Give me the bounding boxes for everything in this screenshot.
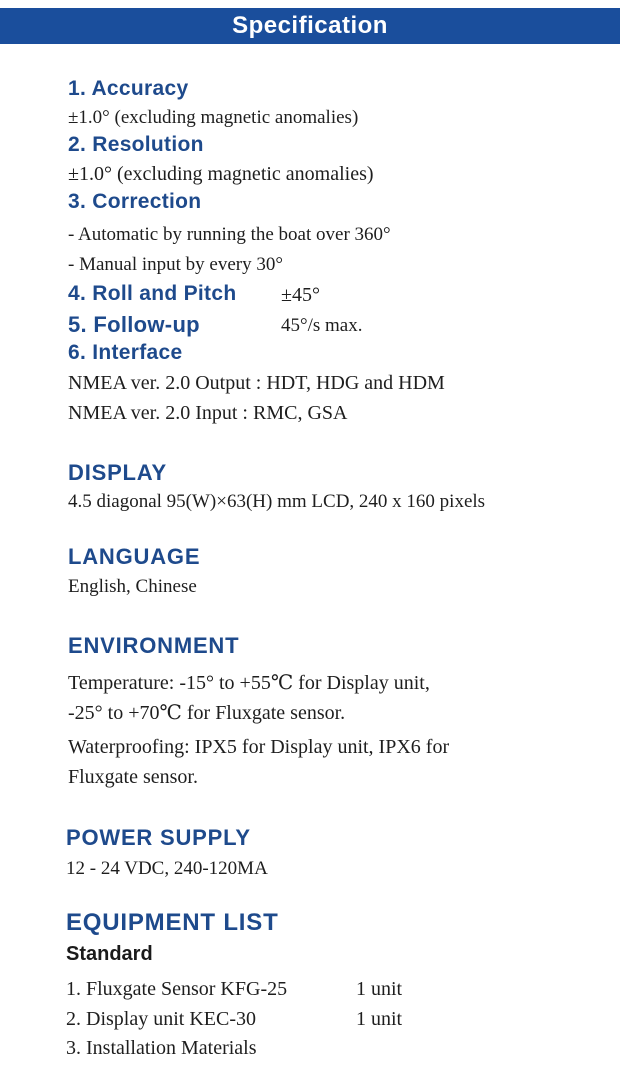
- resolution-value: ±1.0° (excluding magnetic anomalies): [68, 163, 374, 185]
- language-heading: LANGUAGE: [68, 544, 201, 569]
- interface-line: NMEA ver. 2.0 Input : RMC, GSA: [68, 402, 348, 424]
- equipment-item: 2. Display unit KEC-30: [66, 1008, 256, 1030]
- equipment-item: 1. Fluxgate Sensor KFG-25: [66, 978, 288, 1000]
- environment-line: -25° to +70℃ for Fluxgate sensor.: [68, 702, 346, 724]
- environment-line: Temperature: -15° to +55℃ for Display unit,: [68, 672, 430, 694]
- environment-heading: ENVIRONMENT: [68, 633, 240, 658]
- equipment-qty: 1 unit: [356, 1008, 403, 1030]
- interface-line: NMEA ver. 2.0 Output : HDT, HDG and HDM: [68, 372, 445, 394]
- language-value: English, Chinese: [68, 576, 197, 597]
- accuracy-heading: 1. Accuracy: [68, 77, 189, 100]
- follow-up-value: 45°/s max.: [281, 315, 363, 336]
- environment-line: Waterproofing: IPX5 for Display unit, IPX6 for: [68, 736, 450, 758]
- correction-line: - Manual input by every 30°: [68, 254, 283, 275]
- interface-heading: 6. Interface: [68, 341, 183, 364]
- power-supply-heading: POWER SUPPLY: [66, 825, 251, 850]
- equipment-item: 3. Installation Materials: [66, 1037, 257, 1059]
- resolution-heading: 2. Resolution: [68, 133, 204, 156]
- correction-line: - Automatic by running the boat over 360°: [68, 224, 391, 245]
- accuracy-value: ±1.0° (excluding magnetic anomalies): [68, 107, 359, 128]
- follow-up-heading: 5. Follow-up: [68, 312, 200, 337]
- display-value: 4.5 diagonal 95(W)×63(H) mm LCD, 240 x 160 pixels: [68, 491, 486, 512]
- environment-line: Fluxgate sensor.: [68, 766, 198, 788]
- roll-pitch-value: ±45°: [281, 284, 320, 306]
- standard-subheading: Standard: [66, 943, 153, 965]
- banner-title: Specification: [232, 12, 388, 39]
- display-heading: DISPLAY: [68, 460, 167, 485]
- specification-banner: [0, 8, 620, 44]
- roll-pitch-heading: 4. Roll and Pitch: [68, 282, 237, 305]
- equipment-list-heading: EQUIPMENT LIST: [66, 909, 279, 936]
- equipment-qty: 1 unit: [356, 978, 403, 1000]
- correction-heading: 3. Correction: [68, 190, 202, 213]
- power-supply-value: 12 - 24 VDC, 240-120MA: [66, 858, 268, 879]
